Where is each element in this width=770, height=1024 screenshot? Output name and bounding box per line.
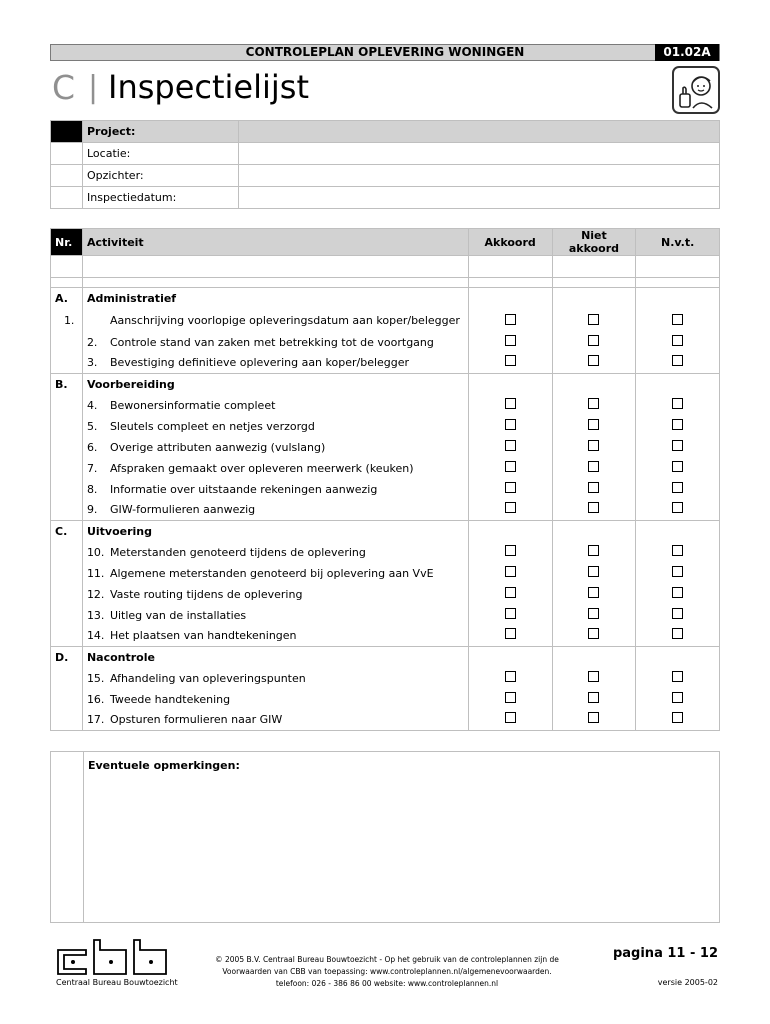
agree-checkbox[interactable] — [505, 712, 516, 723]
disagree-checkbox[interactable] — [588, 712, 599, 723]
agree-checkbox[interactable] — [505, 608, 516, 619]
project-value-field[interactable] — [239, 121, 720, 143]
disagree-checkbox[interactable] — [588, 502, 599, 513]
section-letter: B. — [51, 374, 83, 395]
checklist-spacer-row — [51, 256, 720, 278]
footer-line-3: telefoon: 026 - 386 86 00 website: www.controleplannen.nl — [275, 979, 499, 988]
na-checkbox[interactable] — [672, 355, 683, 366]
checklist-item — [51, 668, 720, 689]
location-value-field[interactable] — [239, 143, 720, 165]
section-title: Inspectielijst — [108, 68, 309, 106]
inspection-date-row — [51, 187, 720, 209]
agree-checkbox[interactable] — [505, 587, 516, 598]
agree-checkbox[interactable] — [505, 461, 516, 472]
footer-copyright — [192, 954, 582, 990]
item-number: 13. — [86, 608, 105, 622]
cbb-logo — [56, 938, 180, 976]
supervisor-row — [51, 165, 720, 187]
disagree-checkbox[interactable] — [588, 608, 599, 619]
item-number: 7. — [86, 461, 98, 475]
column-header-disagree: Niet akkoord — [552, 229, 636, 256]
disagree-checkbox[interactable] — [588, 671, 599, 682]
project-row-marker — [51, 121, 83, 143]
column-header-agree: Akkoord — [468, 229, 552, 256]
item-text: Het plaatsen van handtekeningen — [109, 629, 297, 643]
na-checkbox[interactable] — [672, 314, 683, 325]
section-title: Voorbereiding — [82, 374, 468, 395]
item-text: Vaste routing tijdens de oplevering — [109, 587, 303, 601]
item-text: Meterstanden genoteerd tijdens de oplevering — [109, 545, 366, 559]
checklist-item — [51, 710, 720, 731]
agree-checkbox[interactable] — [505, 482, 516, 493]
checklist-item — [51, 416, 720, 437]
item-number: 10. — [86, 545, 105, 559]
na-checkbox[interactable] — [672, 587, 683, 598]
na-checkbox[interactable] — [672, 335, 683, 346]
agree-checkbox[interactable] — [505, 671, 516, 682]
supervisor-label: Opzichter: — [83, 165, 239, 187]
remarks-margin — [51, 752, 84, 922]
item-number: 8. — [86, 482, 98, 496]
item-text: Sleutels compleet en netjes verzorgd — [109, 419, 315, 433]
disagree-checkbox[interactable] — [588, 335, 599, 346]
checklist-item — [51, 437, 720, 458]
checklist-item — [51, 353, 720, 374]
item-number: 17. — [86, 713, 105, 727]
section-title: Administratief — [82, 288, 468, 309]
section-row-administratief — [51, 288, 720, 309]
agree-checkbox[interactable] — [505, 502, 516, 513]
project-info-table — [50, 120, 720, 209]
checklist-item — [51, 479, 720, 500]
column-header-na: N.v.t. — [636, 229, 720, 256]
checklist-item — [51, 458, 720, 479]
checklist-item — [51, 542, 720, 563]
agree-checkbox[interactable] — [505, 566, 516, 577]
section-letter: D. — [51, 647, 83, 668]
item-number: 16. — [86, 692, 105, 706]
item-number: 1. — [63, 313, 75, 327]
agree-checkbox[interactable] — [505, 419, 516, 430]
agree-checkbox[interactable] — [505, 355, 516, 366]
item-number: 15. — [86, 671, 105, 685]
agree-checkbox[interactable] — [505, 692, 516, 703]
disagree-checkbox[interactable] — [588, 314, 599, 325]
item-text: Informatie over uitstaande rekeningen aanwezig — [109, 482, 378, 496]
column-header-activity: Activiteit — [82, 229, 468, 256]
item-number: 4. — [86, 398, 98, 412]
item-number: 6. — [86, 440, 98, 454]
document-title: CONTROLEPLAN OPLEVERING WONINGEN — [245, 45, 525, 59]
na-checkbox[interactable] — [672, 440, 683, 451]
na-checkbox[interactable] — [672, 566, 683, 577]
item-number: 2. — [86, 335, 98, 349]
agree-checkbox[interactable] — [505, 398, 516, 409]
location-label: Locatie: — [83, 143, 239, 165]
inspection-date-value-field[interactable] — [239, 187, 720, 209]
item-number: 9. — [86, 503, 98, 517]
na-checkbox[interactable] — [672, 692, 683, 703]
item-number: 14. — [86, 629, 105, 643]
checklist-item — [51, 500, 720, 521]
disagree-checkbox[interactable] — [588, 419, 599, 430]
disagree-checkbox[interactable] — [588, 587, 599, 598]
checklist-item — [51, 395, 720, 416]
agree-checkbox[interactable] — [505, 545, 516, 556]
document-code: 01.02A — [655, 44, 719, 61]
section-row-nacontrole — [51, 647, 720, 668]
agree-checkbox[interactable] — [505, 628, 516, 639]
section-letter: C — [52, 68, 76, 107]
na-checkbox[interactable] — [672, 461, 683, 472]
item-text: Tweede handtekening — [109, 692, 231, 706]
item-text: Opsturen formulieren naar GIW — [109, 713, 283, 727]
na-checkbox[interactable] — [672, 398, 683, 409]
section-letter: C. — [51, 521, 83, 542]
checklist-item — [51, 309, 720, 332]
project-label: Project: — [83, 121, 239, 143]
supervisor-value-field[interactable] — [239, 165, 720, 187]
footer-line-2: Voorwaarden van CBB van toepassing: www.controleplannen.nl/algemenevoorwaarden. — [222, 967, 552, 976]
item-text: Aanschrijving voorlopige opleveringsdatum aan koper/belegger — [109, 313, 460, 327]
project-row — [51, 121, 720, 143]
item-text: Controle stand van zaken met betrekking tot de voortgang — [109, 335, 434, 349]
section-letter: A. — [51, 288, 83, 309]
item-number: 11. — [86, 566, 105, 580]
agree-checkbox[interactable] — [505, 440, 516, 451]
inspection-date-label: Inspectiedatum: — [83, 187, 239, 209]
na-checkbox[interactable] — [672, 545, 683, 556]
remarks-box[interactable] — [50, 751, 720, 923]
item-text: Bewonersinformatie compleet — [109, 398, 276, 412]
inspector-thumbs-up-icon — [672, 66, 720, 114]
checklist-item — [51, 563, 720, 584]
item-text: Bevestiging definitieve oplevering aan koper/belegger — [109, 356, 410, 370]
checklist-item — [51, 626, 720, 647]
company-name: Centraal Bureau Bouwtoezicht — [56, 978, 178, 987]
agree-checkbox[interactable] — [505, 335, 516, 346]
disagree-checkbox[interactable] — [588, 482, 599, 493]
section-row-voorbereiding — [51, 374, 720, 395]
disagree-checkbox[interactable] — [588, 545, 599, 556]
checklist-header-row — [51, 229, 720, 256]
na-checkbox[interactable] — [672, 502, 683, 513]
na-checkbox[interactable] — [672, 482, 683, 493]
disagree-checkbox[interactable] — [588, 355, 599, 366]
section-separator: | — [88, 70, 99, 105]
section-title: Uitvoering — [82, 521, 468, 542]
na-checkbox[interactable] — [672, 419, 683, 430]
na-checkbox[interactable] — [672, 628, 683, 639]
version-label: versie 2005-02 — [657, 978, 718, 987]
na-checkbox[interactable] — [672, 608, 683, 619]
disagree-checkbox[interactable] — [588, 566, 599, 577]
location-row — [51, 143, 720, 165]
item-number: 12. — [86, 587, 105, 601]
item-text: Uitleg van de installaties — [109, 608, 247, 622]
section-row-uitvoering — [51, 521, 720, 542]
document-header-bar — [50, 44, 720, 61]
checklist-item — [51, 584, 720, 605]
checklist-item — [51, 605, 720, 626]
item-text: Overige attributen aanwezig (vulslang) — [109, 440, 326, 454]
na-checkbox[interactable] — [672, 671, 683, 682]
item-text: GIW-formulieren aanwezig — [109, 503, 256, 517]
footer-line-1: © 2005 B.V. Centraal Bureau Bouwtoezicht - Op het gebruik van de controleplannen zijn de — [215, 955, 559, 964]
disagree-checkbox[interactable] — [588, 398, 599, 409]
item-text: Afhandeling van opleveringspunten — [109, 671, 306, 685]
item-number: 3. — [86, 356, 98, 370]
column-header-nr: Nr. — [51, 229, 83, 256]
remarks-label: Eventuele opmerkingen: — [88, 759, 240, 772]
page-number: pagina 11 - 12 — [612, 946, 718, 961]
disagree-checkbox[interactable] — [588, 628, 599, 639]
item-text: Algemene meterstanden genoteerd bij oplevering aan VvE — [109, 566, 434, 580]
disagree-checkbox[interactable] — [588, 440, 599, 451]
na-checkbox[interactable] — [672, 712, 683, 723]
disagree-checkbox[interactable] — [588, 692, 599, 703]
inspection-checklist-table — [50, 228, 720, 731]
section-title: Nacontrole — [82, 647, 468, 668]
agree-checkbox[interactable] — [505, 314, 516, 325]
item-number: 5. — [86, 419, 98, 433]
checklist-item — [51, 689, 720, 710]
checklist-item — [51, 332, 720, 353]
disagree-checkbox[interactable] — [588, 461, 599, 472]
item-text: Afspraken gemaakt over opleveren meerwerk (keuken) — [109, 461, 414, 475]
